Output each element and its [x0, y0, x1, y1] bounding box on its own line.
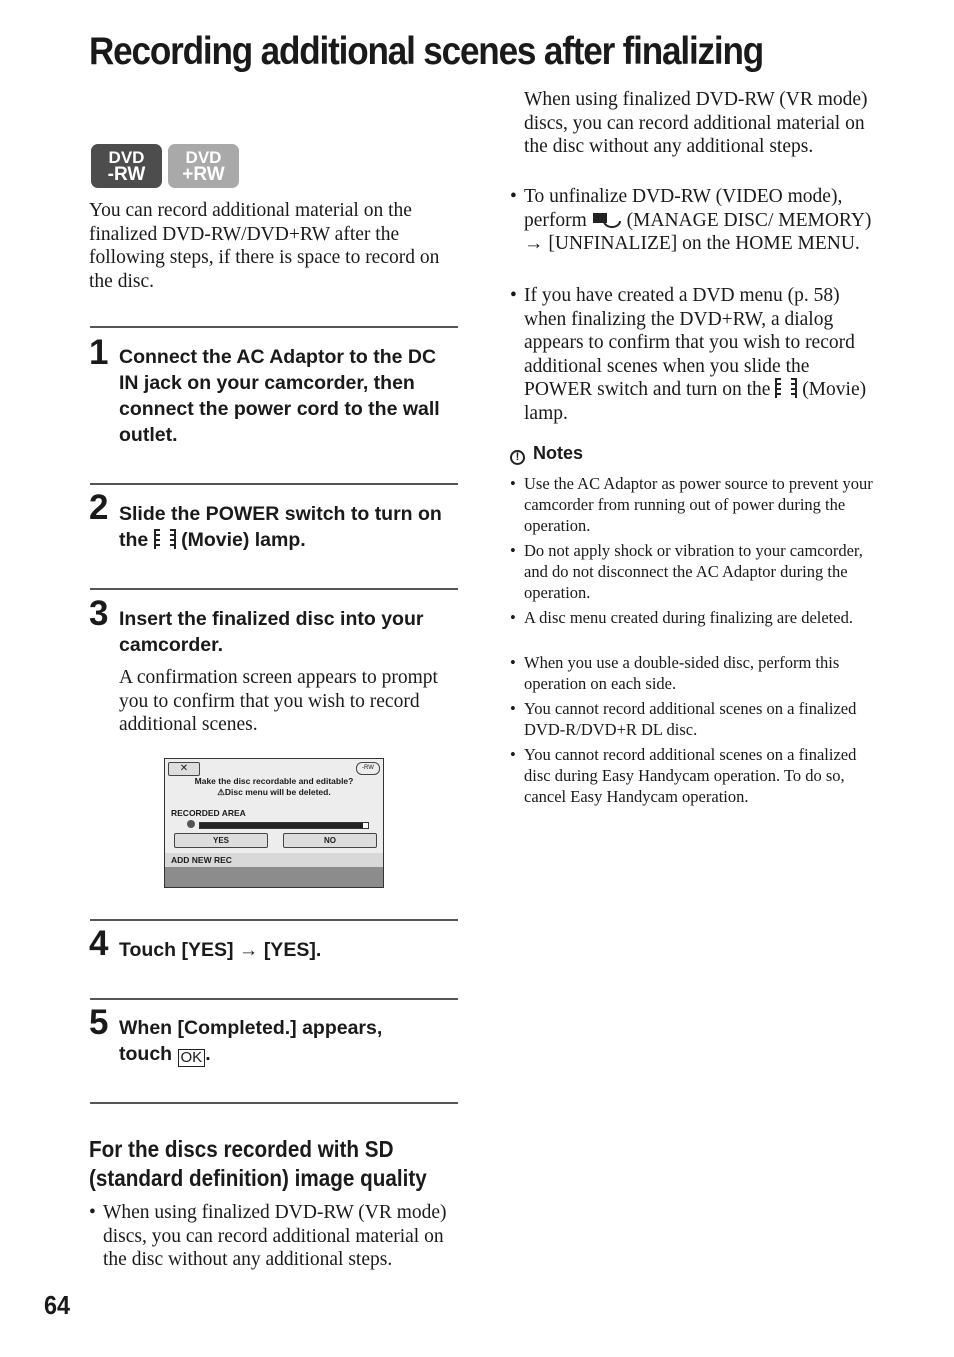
add-new-rec-label: ADD NEW REC — [171, 855, 232, 865]
step-5-text-after: . — [205, 1043, 211, 1065]
dvd-plus-rw-badge — [168, 144, 239, 188]
notes-icon: ! — [510, 450, 525, 465]
sd-section-heading — [89, 1135, 427, 1193]
bullet-dot: • — [510, 541, 516, 560]
notes-heading-text: Notes — [533, 443, 584, 463]
note-item — [510, 744, 884, 807]
recorded-area-label: RECORDED AREA — [171, 808, 246, 818]
ok-button-icon: OK — [178, 1049, 206, 1067]
step-divider — [90, 1102, 458, 1104]
step-5-text — [119, 1015, 419, 1067]
step-number: 1 — [89, 333, 109, 372]
step-3-detail: A confirmation screen appears to prompt you to confirm that you wish to record additional scenes. — [119, 667, 438, 735]
disc-type-icon: -RW — [356, 762, 380, 775]
sd-heading-line2: (standard definition) image quality — [89, 1165, 427, 1191]
manage-disc-icon — [592, 211, 622, 229]
bullet-dot: • — [510, 699, 516, 718]
step-divider — [90, 483, 458, 485]
bullet-dot: • — [510, 474, 516, 493]
screen-footer — [165, 867, 383, 887]
sd-bullet-1-part1 — [89, 1201, 459, 1270]
no-button[interactable]: NO — [283, 833, 377, 848]
sd-bullet-2 — [510, 185, 880, 256]
bullet-dot: • — [89, 1202, 96, 1223]
sd-bullet-3-b: (Movie) lamp. — [524, 379, 867, 424]
step-number: 3 — [89, 594, 109, 633]
sd-heading-line1: For the discs recorded with SD — [89, 1136, 394, 1162]
sd-bullet-1-text: When using finalized DVD-RW (VR mode) discs, you can record additional material on the disc without any additional steps. — [103, 1202, 447, 1270]
note-text: When you use a double-sided disc, perform this operation on each side. — [524, 653, 840, 693]
step-divider — [90, 919, 458, 921]
step-4-text-before: Touch [YES] — [119, 939, 234, 961]
confirmation-screen — [164, 758, 384, 888]
bullet-dot: • — [510, 285, 517, 306]
step-4-text-after: [YES]. — [263, 939, 322, 961]
screen-message: Make the disc recordable and editable? — [194, 776, 354, 786]
step-2-text — [119, 501, 459, 553]
step-5-text-before: When [Completed.] appears, touch — [119, 1017, 383, 1065]
note-item — [510, 607, 884, 628]
arrow-icon: → — [524, 233, 544, 254]
step-number: 5 — [89, 1003, 109, 1042]
arrow-icon: → — [238, 939, 259, 961]
sd-bullet-3-a: If you have created a DVD menu (p. 58) when finalizing the DVD+RW, a dialog appears to confirm that you wish to record additional scenes when you slide the POWER switch and turn on the — [524, 285, 855, 400]
note-item — [510, 652, 884, 694]
step-number: 4 — [89, 924, 109, 963]
yes-button[interactable]: YES — [174, 833, 268, 848]
note-text: Use the AC Adaptor as power source to prevent your camcorder from running out of power during the operation. — [524, 474, 873, 535]
badge-dvd-rw-line2: -RW — [107, 164, 146, 185]
badge-dvd-rw-line1: DVD — [108, 148, 145, 167]
step-1-text: Connect the AC Adaptor to the DC IN jack on your camcorder, then connect the power cord to the wall outlet. — [119, 346, 440, 446]
disc-icon — [187, 820, 195, 828]
note-text: You cannot record additional scenes on a finalized DVD-R/DVD+R DL disc. — [524, 699, 857, 739]
note-text: You cannot record additional scenes on a finalized disc during Easy Handycam operation. To do so, cancel Easy Handycam operation. — [524, 745, 857, 806]
badge-dvd-plus-rw-line2: +RW — [182, 164, 225, 185]
note-text: Do not apply shock or vibration to your camcorder, and do not disconnect the AC Adaptor during the operation. — [524, 541, 863, 602]
step-4-text — [119, 937, 459, 963]
movie-icon — [154, 529, 176, 549]
note-item — [510, 698, 884, 740]
bullet-dot: • — [510, 608, 516, 627]
note-item — [510, 473, 884, 536]
close-button[interactable]: ✕ — [168, 762, 200, 776]
sd-bullet-1-continued: When using finalized DVD-RW (VR mode) discs, you can record additional material on the disc without any additional steps. — [524, 89, 868, 157]
step-number: 2 — [89, 488, 109, 527]
step-divider — [90, 588, 458, 590]
bullet-dot: • — [510, 186, 517, 207]
recorded-area-fill — [200, 823, 363, 828]
screen-warning: ⚠Disc menu will be deleted. — [217, 787, 331, 797]
intro-paragraph: You can record additional material on the finalized DVD-RW/DVD+RW after the following steps, if there is space to record on the disc. — [89, 200, 440, 292]
step-2-text-after: (Movie) lamp. — [181, 529, 306, 551]
sd-bullet-1-part2 — [524, 89, 880, 182]
step-3-text: Insert the finalized disc into your camcorder. — [119, 608, 424, 656]
bullet-dot: • — [510, 653, 516, 672]
recorded-area-bar — [199, 822, 369, 829]
dvd-rw-badge — [91, 144, 162, 188]
note-text: A disc menu created during finalizing are deleted. — [524, 608, 853, 627]
notes-heading — [510, 443, 583, 465]
step-2-text-before: Slide the POWER switch to turn on the — [119, 503, 442, 551]
badge-dvd-plus-rw-line1: DVD — [185, 148, 222, 167]
step-divider — [90, 998, 458, 1000]
sd-bullet-2-b: (MANAGE DISC/ MEMORY) — [626, 209, 872, 231]
note-item — [510, 540, 884, 603]
step-divider — [90, 326, 458, 328]
page-title: Recording additional scenes after finalizing — [89, 30, 764, 73]
sd-bullet-2-c: [UNFINALIZE] on the HOME MENU. — [548, 233, 860, 254]
sd-bullet-3 — [510, 284, 880, 425]
movie-icon — [775, 378, 797, 398]
sd-bullet-2-a: To unfinalize DVD-RW (VIDEO mode), perform — [524, 186, 843, 231]
page-number: 64 — [44, 1290, 71, 1320]
bullet-dot: • — [510, 745, 516, 764]
